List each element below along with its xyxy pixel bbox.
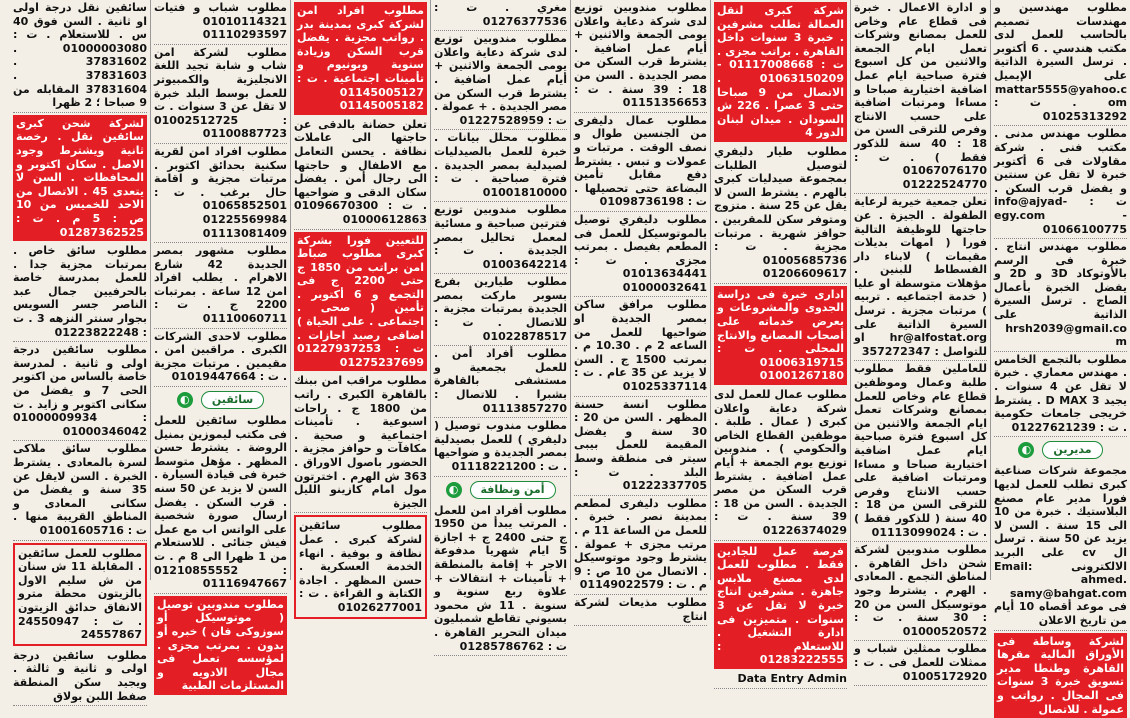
classified-ad: مطلوب سائق خاص . بمرتبات مجزية جدا . للعمل بمدرسة خاصة بالحرفيين جمال عبد الناصر جسر السويس بجوار سنتر النزهه 3 . ت : 01223822248 [13,243,147,342]
classified-ad: لشركة شحن كبرى سائقين نقل . رخصة ثانية ويشترط وجود الاصل . سكان اكتوبر و المحافظات . السن لا يتعدى 45 . الاتصال من الاحد للخميس من 10 ص : 5 م . ت : 01287362525 [13,115,147,241]
classified-ad: مجموعة شركات صناعية كبرى تطلب للعمل لديها فورا مدير عام مصنع البلاستيك . خبرة من 10 الى 15 سنة . السن لا يزيد عن 50 سنة . ترسل ال cv على البريد الالكترونى Email: ahmed. samy@bahgat.com فى موعد أقصاه 10 أيام من تاريخ الاعلان [994,463,1127,630]
classified-ad: مطلوب عمال للعمل لدى شركة دعاية واعلان كبرى ( عمال . طلبة . موظفين القطاع الخاص والحكومي ) . مندوبين توزيع يوم الجمعة + أيام عمل اضافية . يشترط قرب السكن من مصر الجديدة . السن من 18 : 39 سنة . ت : 01226374029 [714,387,847,541]
classified-ad: مطلوب مراقب امن ببنك بالقاهرة الكبرى . راتب من 1800 ج . راحات اسبوعية . تأمينات اجتماعية و صحية . مكافآت و حوافز مجزية . الحضور باصول الاوراق . 363 ش الهرم . اخترتون مول امام كازينو الليل الجيزة [294,373,427,513]
classified-ad: مطلوب مندوبين توزيع فترتين صباحية و مسائية لمعمل تحاليل بمصر الجديدة . ت : 01003642214 [434,202,567,274]
classified-ad: و ادارة الاعمال . خبرة فى قطاع عام وخاص للعمل بمصانع وشركات تعمل ايام الجمعة والاثنين من كل اسبوع فترة صباحية ايام عمل اضافية اختيارية صباحا و مساءا ومرتبات اضافية على حسب الانتاج وفرص للترقى السن من 18 : 40 سنة للذكور فقط ) . ت : 01067076170 01222524770 [854,0,987,194]
classified-ad: مطلوب سائقين درجة اولى و ثانية و ثالثة . ويجيد سكن المنطقة صفط اللبن بولاق [13,648,147,706]
classified-ad: مطلوب طيارين بفرع بسوبر ماركت بمصر الجديدة بمرتبات مجزية . للاتصال . ت : 01022878517 [434,274,567,346]
classified-ad: مطلوب دليفرى لمطعم بمدينة نصر . خبرة . للعمل من الساعة 11 م . مرتب مجزى + عمولة . يشترط وجود موتوسيكل . الاتصال من 10 ص : 9 م . ت : 01149022579 [574,496,707,595]
category-label: سائقين [201,391,264,409]
classified-ad: مطلوب سائقين لشركة كبرى . عمل نظافة و بوفية . انهاء الخدمة العسكرية . حسن المظهر . اجادة الكتابة و القراءة . ت : 01026277001 [294,515,427,618]
classified-ad: Data Entry Admin [714,671,847,689]
classified-ad: مطلوب مندوبين توصيل ( موتوسيكل أو سوزوكى فان ) خبره أو بدون . بمرتب مجزى . لمؤسسه تعمل فى مجال الادويه و المستلزمات الطبية [154,596,287,695]
classified-ad: مطلوب مندوبين توزيع لدى شركة دعاية واعلان يومى الجمعة والاثنين + أيام عمل اضافية . يشترط قرب السكن من مصر الجديدة . السن من 18 : 39 سنة . ت : 01151356653 [574,0,707,113]
classified-ad: مطلوب طيار دليفري لتوصيل الطلبات بمجموعة صيدليات كبرى بالهرم . يشترط السن لا يقل عن 25 سنة . متزوج ومتوفر سكن للمقربين . حوافز شهرية . مرتبات مجزية . ت : 01005685736 01206609617 [714,144,847,284]
classified-ad: شركة كبرى لنقل العمالة تطلب مشرفين . خبرة 3 سنوات داخل القاهرة . براتب مجزى . ت : 01117008668 - 01063150209 . الاتصال من 9 صباحا حتى 3 عصرا . 226 ش السودان . ميدان لبنان الدور 4 [714,2,847,142]
classified-ad: سائقين نقل درجة اولى او ثانية . السن فوق 40 س . للاستعلام . ت : 01000003080 . 37831602 . 37831603 . 37831604 المقابله من 9 صباحا ؛ 2 ظهرا [13,0,147,113]
category-header [994,441,1127,459]
classified-ad: مطلوب انسة حسنة المظهر . السن من 20 : 30 سنة و يفضل المقيمة للعمل بيبى سيتر فى منطقة وسط البلد . ت : 01222337705 [574,397,707,496]
classified-ad: مطلوب مرافق ساكن بمصر الجديدة او ضواحيها للعمل من الساعه 2 م . 10.30 م . بمرتب 1500 ج . السن لا يزيد عن 35 عام . ت : 01025337114 [574,297,707,396]
classified-ad: مطلوب مندوبين لشركة شحن داخل القاهرة . لمناطق التجمع . المعادى . الهرم . يشترط وجود موتوسيكل السن من 20 : 30 سنة . ت : 01000520572 [854,542,987,641]
classified-ad: مطلوب دليفري توصيل بالموتوسيكل للعمل فى المطعم بفيصل . بمرتب مجزى . ت : 01013634441 01000032641 [574,212,707,298]
category-logo-icon: ◐ [177,392,193,408]
classified-ad: مطلوب محلل بيانات . خبرة للعمل بالصيدليات لصيدلية بمصر الجديدة . فترة صباحية . ت : 01001810000 [434,130,567,202]
classified-ad: مطلوب للعمل سائقين . المقابلة 11 ش سنان من ش سليم الاول بالزيتون محطة مترو الانفاق حدائق الزيتون . ت : 24550947 24557867 [13,543,147,646]
classified-column [570,0,710,623]
category-logo-icon: ◐ [1018,442,1034,458]
classified-column [850,0,990,683]
classified-ad: مطلوب مهندس انتاج . خبرة فى الرسم بالأوتوكاد 3D و 2D و يفضل الخبرة بأعمال الصاج . ترسل السيرة الذاتية على hrsh2039@gmail.com [994,239,1127,352]
category-label: مديرين [1042,441,1102,459]
classified-ad: مطلوب سائقين للعمل فى مكتب ليموزين بمنيل الروضة . يشترط حسن المظهر . مؤهل متوسط خبرة فى قيادة السيارة . السن لا يزيد عن 50 سنه . قرب السكن . يفضل ارسال صورة شخصية على الواتس اب مع عمل فيش جنائى . للاستعلام من 1 ظهرا الى 8 م . ت : 01210855552 01116947667 [154,413,287,594]
classified-ad: مطلوب ممثلين شباب و ممثلات للعمل فى . ت : 01005172920 [854,641,987,686]
category-header [434,481,567,499]
classified-column [10,0,150,703]
classified-ad: فرصة عمل للجادين فقط . مطلوب للعمل لدى مصنع ملابس جاهزة . مشرفين انتاج خبرة لا تقل عن 3 سنوات . متميزين فى ادارة التشغيل . للاستعلام : 01283222555 [714,543,847,669]
classified-ad: تعلن حضانة بالدقى عن حاجتها الى عاملات نظافة . يحسن التعامل مع الاطفال و حاجتها الى رجال أمن . يفضل سكان الدقى و ضواحيها . ت : 01096670300 01000612863 [294,117,427,230]
classified-ad: لشركة وساطة فى الأوراق المالية مقرها القاهرة وطنطا مدير تسويق خبرة 3 سنوات فى المجال . رواتب و عمولة . للاتصال [994,633,1127,718]
classified-ad: مطلوب مهندسين و مهندسات تصميم بالحاسب للعمل لدى مكتب هندسي . 6 أكتوبر . ترسل السيرة الذاتية على الإيميل mattar5555@yahoo.com . ت : 01025313292 [994,0,1127,126]
classified-ad: للتعيين فورا بشركة كبرى مطلوب ضباط امن براتب من 1850 ج حتى 2200 ج فى التجمع و 6 أكتوبر . تأمين ( صحى . اجتماعى . على الحياة ) اضافى رصيد اجازات . ت : 01227937253 01275237699 [294,232,427,372]
classified-ad: مطلوب مشهور بمصر الجديدة 42 شارع الاهرام . يطلب افراد امن 12 ساعة . بمرتبات 2200 ج . ت : 01110060711 [154,243,287,329]
classified-column [290,0,430,614]
classified-ad: للعاملين فقط مطلوب طلبة وعمال وموظفين قطاع عام وخاص للعمل بمصانع وشركات تعمل ايام الجمعة والاثنين من كل اسبوع فترة صباحية ايام عمل اضافية اختيارية صباحا و مساءا ومرتبات اضافية على حسب الانتاج وفرص للترقى السن من 18 : 40 سنة ( للذكور فقط ) . ت : 01113099024 [854,361,987,542]
category-logo-icon: ◐ [446,482,462,498]
classified-ad: مطلوب أفراد امن للعمل . المرتب يبدأ من 1950 ج حتى 2400 ج + اجازة 5 ايام شهريا مدفوعة الاجر + إقامة بالمنطقة + تأمينات + انتقالات + علاوة ربع سنوية و سنوية . 11 ش محمود بسيوني تقاطع شمبليون ميدان التحرير القاهرة . ت : 01285786762 [434,503,567,657]
classified-column [990,0,1130,716]
classified-ad: مطلوب سائقين درجة اولى و ثانية . لمدرسة خاصة بالساس من اكتوبر الحى 7 و يفضل من سكانى اكتوبر و زايد . ت : 01000009934 01000346042 [13,342,147,441]
classified-ad: مطلوب مذيعات لشركة انتاج [574,595,707,626]
classified-ad: مطلوب بالتجمع الخامس . مهندس معماري . خبرة لا تقل عن 4 سنوات . يجيد 3 D MAX . يشترط خريجى جامعات حكومية . ت : 01227621239 [994,352,1127,438]
classified-column [150,0,290,693]
classified-ad: مطلوب افراد امن لشركة كبرى بمدينة بدر . رواتب مجزية . يفضل قرب السكن وزيادة سنوية وبونيوم و تأمينات اجتماعية . ت : 01145005127 01145005182 [294,2,427,115]
classified-ad: مطلوب سائق ملاكى لسرة بالمعادى . يشترط الخبرة . السن لايقل عن 35 سنة و يفضل من سكانى المعادى و المناطق القريبة منها . ت : 01001605716 [13,441,147,540]
classified-column [710,0,850,685]
classified-ad: مطلوب شباب و فتيات 01010114321 01110293597 [154,0,287,45]
category-label: أمن ونظافة [470,481,556,499]
classified-column [430,0,570,653]
classified-ad: مطلوب لشركة امن شاب و شابة تجيد اللغة الانجليزية والكمبيوتر للعمل بوسط البلد خبرة لا تقل عن 3 سنوات . ت : 01002512725 01100887723 [154,45,287,144]
classified-ad: مطلوب مندوبين توزيع لدى شركة دعاية واعلان يومى الجمعة والاثنين + أيام عمل اضافية . يشترط قرب السكن من مصر الجديدة . + عمولة . ت : 01227528959 [434,31,567,130]
classified-ad: مطلوب لاحدى الشركات الكبرى . مراقبين امن . مقيمين . مرتبات مجزية . ت : 01019447664 [154,329,287,387]
classified-ad: مطلوب مندوب توصيل ( دليفري ) للعمل بصيدلية بمصر الجديدة و ضواحيها . ت : 01118221200 [434,418,567,476]
classified-ad: مطلوب مهندس مدنى . مكتب فنى . شركة مقاولات فى 6 أكتوبر خبرة لا تقل عن سنتين و يفضل قرب السكن . ت : info@ajyad-egy.com - 01066100775 [994,126,1127,239]
classified-ad: تعلن جمعية خيرية لرعاية الطفولة . الجيزة . عن حاجتها للوظيفة التالية فورا ( امهات بديلات مقيمات ) لابناء دار الفسطاط للبنين . مؤهلات متوسطة او عليا ( خدمة اجتماعيه . تربيه ) مرتبات مجزية . ترسل السيرة الذاتية على hr@alfostat.org او للتواصل : 357272347 [854,194,987,361]
classified-ad: مطلوب عمال دليفرى من الجنسين طوال و نصف الوقت . مرتبات و عمولات و تبس . يشترط دفع مقابل تأمين البضاعة حتى تحصيلها . ت : 01098736198 [574,113,707,212]
classified-ad: مغري . ت : 01276377536 [434,0,567,31]
classified-ad: مطلوب افراد امن لقرية سكنية بحدائق اكتوبر . مرتبات مجزية و اقامة حال برغب . ت : 01065852501 01225569984 01113081409 [154,144,287,243]
category-header [154,391,287,409]
classified-ad: مطلوب أفراد أمن . للعمل بجمعية و مستشفى بالقاهرة بشبرا . للاتصال : 01113857270 [434,346,567,418]
classified-ad: ادارى خبرة فى دراسة الجدوى والمشروعات و بعرض خدماته على أصحاب المصانع والانتاج المحلى . ت : 01006319715 01001267180 [714,286,847,385]
